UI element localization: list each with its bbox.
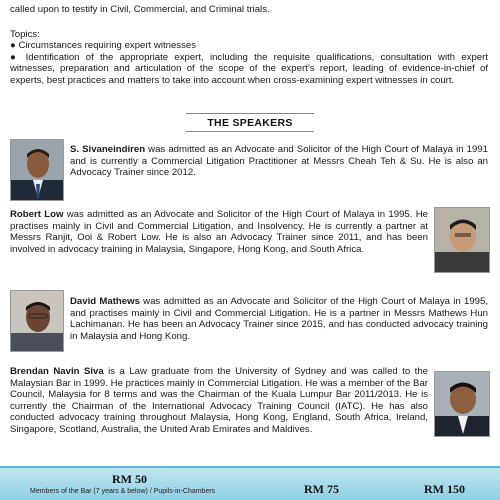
section-divider-top (186, 113, 314, 114)
speaker-name: David Mathews (70, 296, 140, 307)
topics-heading: Topics: (10, 29, 40, 40)
topic-item: ● Identification of the appropriate expert, including the requisite qualifications, consultation with expert witnesses, preparation and articulation of the scope of the expert’s report, leading of evidence-in-chief of experts, best practices and matters to take into account when cross-examining expert witnesses in court. (10, 51, 488, 86)
price-amount: RM 150 (424, 482, 465, 496)
speaker-bio-text: was admitted as an Advocate and Solicitor of the High Court of Malaya in 1991 and is currently a Commercial Litigation Practitioner at Messrs Cheah Teh & Su. He is also an Advocacy Trainer since 2012. (70, 144, 488, 179)
speakers-section-title: THE SPEAKERS (207, 117, 293, 129)
speaker-bio (10, 366, 428, 436)
speaker-bio (70, 144, 488, 179)
pricing-band (0, 466, 500, 500)
speaker-photo-robert-low (434, 207, 490, 273)
topics-block (10, 29, 488, 86)
speaker-name: Robert Low (10, 209, 64, 220)
section-divider-bottom (186, 131, 314, 132)
speaker-photo-david-mathews (10, 290, 64, 352)
intro-partial-line: called upon to testify in Civil, Commercial, and Criminal trials. (10, 4, 270, 15)
speaker-bio (70, 296, 488, 342)
price-amount: RM 50 (112, 472, 147, 486)
speaker-name: S. Sivaneindiren (70, 144, 146, 155)
speaker-photo-brendan-navin-siva (434, 371, 490, 437)
speaker-bio-text: was admitted as an Advocate and Solicitor of the High Court of Malaya in 1995. He practises mainly in Civil and Commercial Litigation, and Insolvency. He is currently a partner at Messrs Ranjit, Ooi & Robert Low. He is also an Advocacy Trainer since 2011, and has been involved in advocacy training in Malaysia, Singapore, Hong Kong, and South Africa. (10, 209, 428, 255)
speaker-bio-text: is a Law graduate from the University of Sydney and was called to the Malaysian Bar in 1999. He practices mainly in Commercial Litigation. He was a member of the Bar Council, Malaysia for 8 terms and was the Chairman of the Kuala Lumpur Bar 2011/2013. He is currently the Chairman of the International Advocacy Training Council (IATC). He has also conducted advocacy training throughout Malaysia, Hong Kong, England, South Africa, Ireland, Singapore, Scotland, Australia, the United Arab Emirates and Maldives. (10, 366, 428, 435)
price-note: Members of the Bar (7 years & below) / Pupils-in-Chambers (30, 488, 216, 495)
speaker-bio-text: was admitted as an Advocate and Solicitor of the High Court of Malaya in 1995, and practises mainly in Civil and Commercial Litigation. He is a partner in Messrs Mathews Hun Lachimanan. He has been an Advocacy Trainer since 2015, and has conducted advocacy training in Malaysia and Hong Kong. (70, 296, 488, 342)
topic-item: ● Circumstances requiring expert witnesses (10, 40, 197, 52)
portrait-image (11, 140, 64, 201)
portrait-image (11, 291, 64, 352)
portrait-image (435, 208, 490, 273)
speaker-name: Brendan Navin Siva (10, 366, 104, 377)
price-amount: RM 75 (304, 482, 339, 496)
intro-text (10, 0, 488, 16)
speaker-bio (10, 209, 428, 255)
portrait-image (435, 372, 490, 437)
speaker-photo-sivaneindiren (10, 139, 64, 201)
